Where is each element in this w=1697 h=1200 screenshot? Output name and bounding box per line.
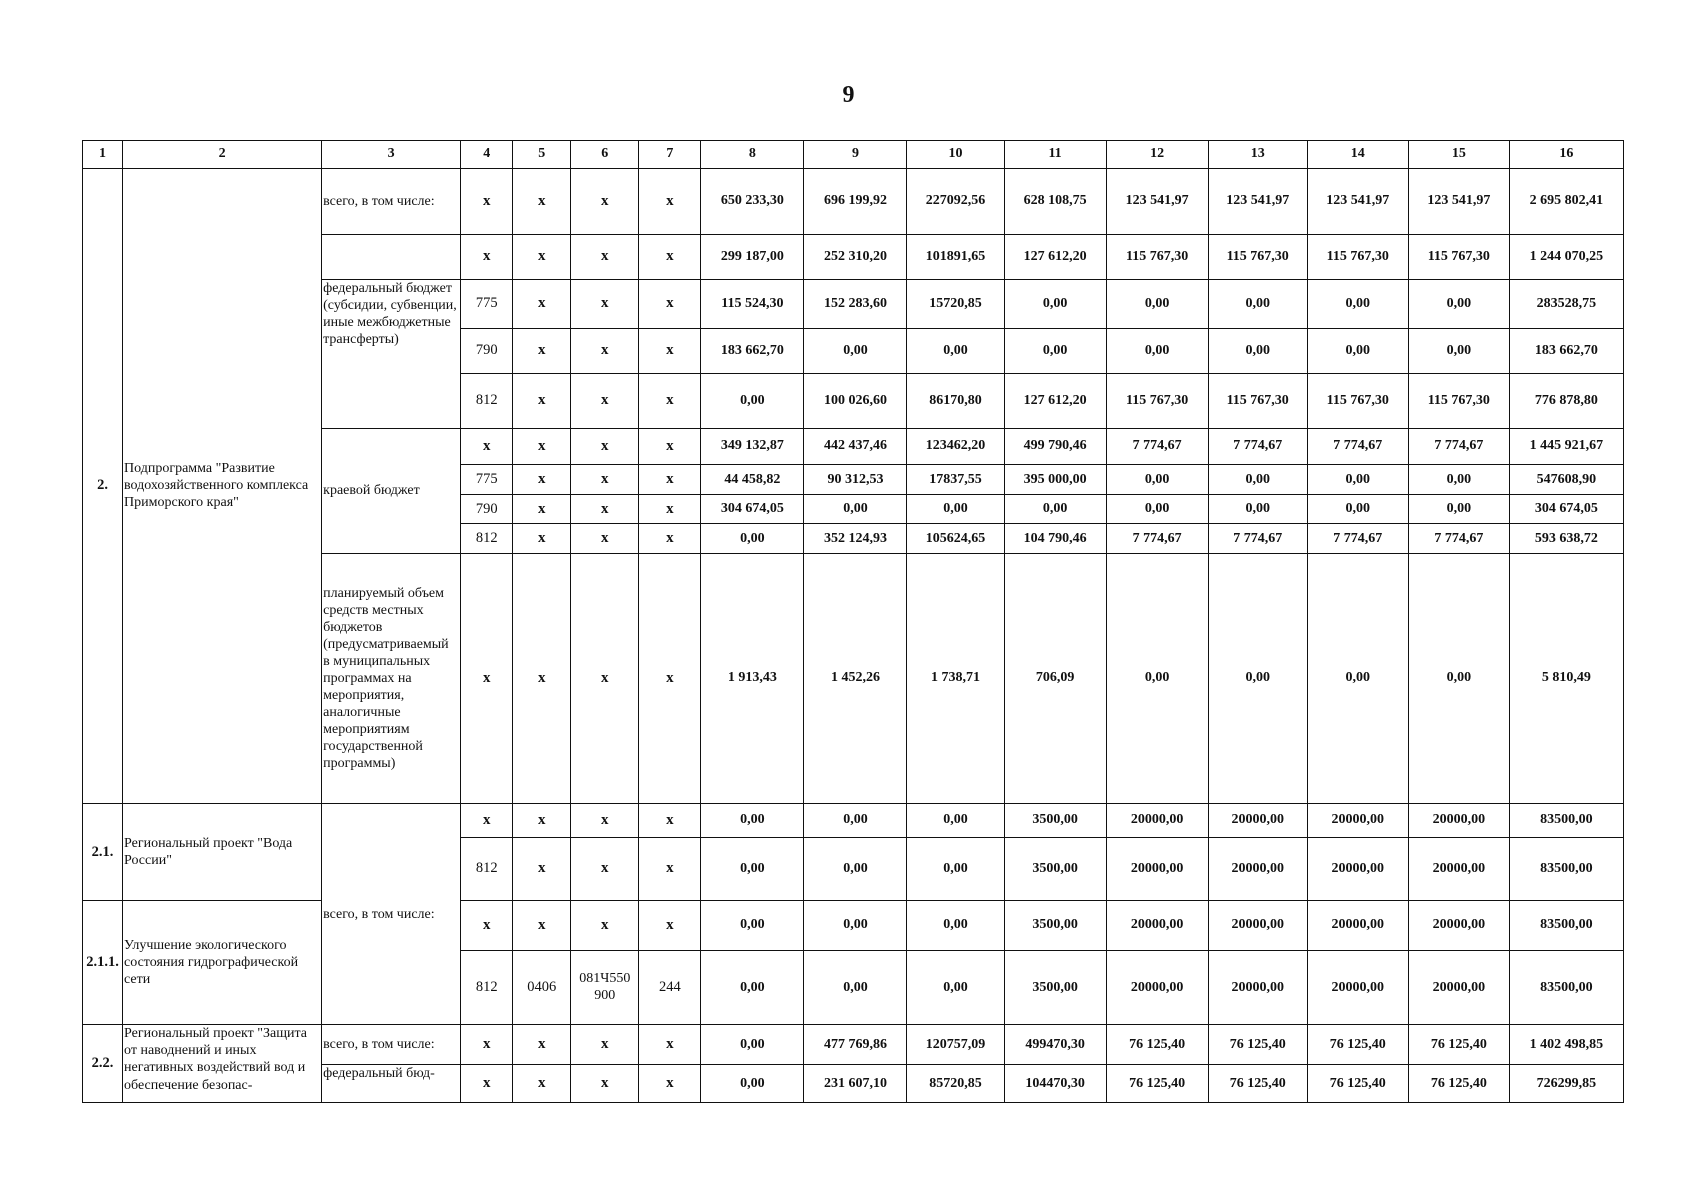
value-cell-13: 76 125,40 xyxy=(1208,1065,1307,1103)
header-cell: 4 xyxy=(461,141,513,169)
value-cell-15: 0,00 xyxy=(1408,279,1509,328)
code-cell-6: x xyxy=(571,837,639,900)
value-cell-9: 252 310,20 xyxy=(804,234,907,279)
code-cell-4: x xyxy=(461,900,513,950)
code-cell-5: x xyxy=(513,465,571,495)
value-cell-8: 304 674,05 xyxy=(701,494,804,524)
value-cell-13: 7 774,67 xyxy=(1208,428,1307,465)
value-cell-8: 0,00 xyxy=(701,837,804,900)
value-cell-13: 20000,00 xyxy=(1208,803,1307,837)
value-cell-16: 83500,00 xyxy=(1509,837,1623,900)
value-cell-13: 20000,00 xyxy=(1208,950,1307,1024)
value-cell-12: 0,00 xyxy=(1106,465,1208,495)
value-cell-16: 304 674,05 xyxy=(1509,494,1623,524)
value-cell-9: 90 312,53 xyxy=(804,465,907,495)
code-cell-6: x xyxy=(571,803,639,837)
value-cell-8: 0,00 xyxy=(701,1025,804,1065)
value-cell-16: 593 638,72 xyxy=(1509,524,1623,554)
value-cell-14: 0,00 xyxy=(1307,465,1408,495)
code-cell-7: 244 xyxy=(639,950,701,1024)
value-cell-16: 1 244 070,25 xyxy=(1509,234,1623,279)
value-cell-10: 1 738,71 xyxy=(907,554,1004,804)
code-cell-5: x xyxy=(513,803,571,837)
value-cell-12: 0,00 xyxy=(1106,279,1208,328)
header-cell: 14 xyxy=(1307,141,1408,169)
section-name: Улучшение экологического состояния гидрографической сети xyxy=(123,900,322,1024)
value-cell-9: 0,00 xyxy=(804,328,907,373)
section-index: 2. xyxy=(83,168,123,803)
code-cell-6: x xyxy=(571,428,639,465)
value-cell-8: 115 524,30 xyxy=(701,279,804,328)
value-cell-11: 3500,00 xyxy=(1004,900,1106,950)
code-cell-5: x xyxy=(513,168,571,234)
value-cell-14: 20000,00 xyxy=(1307,950,1408,1024)
code-cell-5: x xyxy=(513,900,571,950)
table-row xyxy=(83,803,1624,837)
table-row xyxy=(83,168,1624,234)
value-cell-16: 726299,85 xyxy=(1509,1065,1623,1103)
value-cell-9: 0,00 xyxy=(804,900,907,950)
value-cell-14: 20000,00 xyxy=(1307,837,1408,900)
value-cell-12: 7 774,67 xyxy=(1106,428,1208,465)
code-cell-5: x xyxy=(513,1025,571,1065)
value-cell-9: 100 026,60 xyxy=(804,373,907,428)
header-cell: 9 xyxy=(804,141,907,169)
value-cell-10: 120757,09 xyxy=(907,1025,1004,1065)
source-total: всего, в том числе: xyxy=(322,168,461,234)
code-cell-5: x xyxy=(513,524,571,554)
value-cell-16: 5 810,49 xyxy=(1509,554,1623,804)
value-cell-9: 152 283,60 xyxy=(804,279,907,328)
source-local: планируемый объем средств местных бюджетов (предусматриваемый в муниципальных программах на мероприятия, аналогичные мероприятиям государственной программы) xyxy=(322,554,461,804)
value-cell-13: 0,00 xyxy=(1208,328,1307,373)
value-cell-14: 115 767,30 xyxy=(1307,234,1408,279)
section-index: 2.2. xyxy=(83,1025,123,1103)
code-cell-7: x xyxy=(639,373,701,428)
code-cell-7: x xyxy=(639,1065,701,1103)
value-cell-11: 0,00 xyxy=(1004,328,1106,373)
code-cell-4: x xyxy=(461,1065,513,1103)
value-cell-15: 20000,00 xyxy=(1408,803,1509,837)
section-index: 2.1.1. xyxy=(83,900,123,1024)
value-cell-10: 123462,20 xyxy=(907,428,1004,465)
code-cell-5: x xyxy=(513,428,571,465)
value-cell-12: 7 774,67 xyxy=(1106,524,1208,554)
header-cell: 15 xyxy=(1408,141,1509,169)
section-name: Региональный проект "Вода России" xyxy=(123,803,322,900)
header-row xyxy=(83,141,1624,169)
header-cell: 2 xyxy=(123,141,322,169)
code-cell-6: 081Ч550 900 xyxy=(571,950,639,1024)
code-cell-6: x xyxy=(571,465,639,495)
value-cell-12: 76 125,40 xyxy=(1106,1065,1208,1103)
code-cell-5: 0406 xyxy=(513,950,571,1024)
code-cell-4: 812 xyxy=(461,950,513,1024)
code-cell-5: x xyxy=(513,494,571,524)
value-cell-10: 227092,56 xyxy=(907,168,1004,234)
value-cell-15: 0,00 xyxy=(1408,494,1509,524)
header-cell: 11 xyxy=(1004,141,1106,169)
value-cell-16: 1 402 498,85 xyxy=(1509,1025,1623,1065)
value-cell-14: 115 767,30 xyxy=(1307,373,1408,428)
value-cell-13: 123 541,97 xyxy=(1208,168,1307,234)
value-cell-8: 183 662,70 xyxy=(701,328,804,373)
value-cell-11: 104470,30 xyxy=(1004,1065,1106,1103)
value-cell-15: 0,00 xyxy=(1408,328,1509,373)
code-cell-5: x xyxy=(513,234,571,279)
header-cell: 3 xyxy=(322,141,461,169)
value-cell-16: 776 878,80 xyxy=(1509,373,1623,428)
code-cell-5: x xyxy=(513,554,571,804)
code-cell-4: x xyxy=(461,234,513,279)
value-cell-11: 706,09 xyxy=(1004,554,1106,804)
code-cell-7: x xyxy=(639,279,701,328)
value-cell-15: 7 774,67 xyxy=(1408,428,1509,465)
value-cell-11: 3500,00 xyxy=(1004,950,1106,1024)
value-cell-14: 7 774,67 xyxy=(1307,428,1408,465)
value-cell-8: 0,00 xyxy=(701,524,804,554)
code-cell-4: 812 xyxy=(461,373,513,428)
value-cell-14: 76 125,40 xyxy=(1307,1065,1408,1103)
table-row xyxy=(83,1025,1624,1065)
header-cell: 5 xyxy=(513,141,571,169)
value-cell-15: 20000,00 xyxy=(1408,900,1509,950)
value-cell-16: 183 662,70 xyxy=(1509,328,1623,373)
code-cell-4: 775 xyxy=(461,279,513,328)
value-cell-11: 3500,00 xyxy=(1004,803,1106,837)
code-cell-4: x xyxy=(461,168,513,234)
value-cell-15: 115 767,30 xyxy=(1408,234,1509,279)
value-cell-10: 0,00 xyxy=(907,803,1004,837)
value-cell-11: 499 790,46 xyxy=(1004,428,1106,465)
value-cell-12: 20000,00 xyxy=(1106,803,1208,837)
header-cell: 10 xyxy=(907,141,1004,169)
value-cell-12: 0,00 xyxy=(1106,494,1208,524)
code-cell-6: x xyxy=(571,168,639,234)
page-number: 9 xyxy=(842,82,855,108)
value-cell-11: 127 612,20 xyxy=(1004,234,1106,279)
value-cell-16: 283528,75 xyxy=(1509,279,1623,328)
value-cell-13: 20000,00 xyxy=(1208,837,1307,900)
header-cell: 6 xyxy=(571,141,639,169)
code-cell-4: 812 xyxy=(461,837,513,900)
code-cell-7: x xyxy=(639,554,701,804)
value-cell-13: 115 767,30 xyxy=(1208,234,1307,279)
value-cell-9: 0,00 xyxy=(804,837,907,900)
value-cell-11: 499470,30 xyxy=(1004,1025,1106,1065)
value-cell-8: 0,00 xyxy=(701,1065,804,1103)
value-cell-10: 0,00 xyxy=(907,900,1004,950)
code-cell-4: x xyxy=(461,1025,513,1065)
value-cell-9: 352 124,93 xyxy=(804,524,907,554)
section-name: Подпрограмма "Развитие водохозяйственного комплекса Приморского края" xyxy=(123,168,322,803)
code-cell-7: x xyxy=(639,234,701,279)
value-cell-10: 0,00 xyxy=(907,837,1004,900)
value-cell-9: 442 437,46 xyxy=(804,428,907,465)
value-cell-13: 0,00 xyxy=(1208,465,1307,495)
code-cell-4: 790 xyxy=(461,494,513,524)
value-cell-13: 20000,00 xyxy=(1208,900,1307,950)
value-cell-8: 0,00 xyxy=(701,900,804,950)
value-cell-16: 547608,90 xyxy=(1509,465,1623,495)
value-cell-9: 696 199,92 xyxy=(804,168,907,234)
value-cell-10: 105624,65 xyxy=(907,524,1004,554)
source-total: всего, в том числе: xyxy=(322,803,461,1024)
code-cell-4: 812 xyxy=(461,524,513,554)
value-cell-12: 20000,00 xyxy=(1106,900,1208,950)
value-cell-10: 15720,85 xyxy=(907,279,1004,328)
value-cell-13: 0,00 xyxy=(1208,494,1307,524)
code-cell-6: x xyxy=(571,328,639,373)
value-cell-11: 628 108,75 xyxy=(1004,168,1106,234)
value-cell-16: 2 695 802,41 xyxy=(1509,168,1623,234)
value-cell-12: 115 767,30 xyxy=(1106,373,1208,428)
code-cell-4: x xyxy=(461,428,513,465)
code-cell-7: x xyxy=(639,837,701,900)
value-cell-11: 0,00 xyxy=(1004,279,1106,328)
code-cell-7: x xyxy=(639,1025,701,1065)
code-cell-4: 790 xyxy=(461,328,513,373)
code-cell-5: x xyxy=(513,279,571,328)
value-cell-11: 3500,00 xyxy=(1004,837,1106,900)
code-cell-6: x xyxy=(571,524,639,554)
value-cell-8: 44 458,82 xyxy=(701,465,804,495)
code-cell-7: x xyxy=(639,803,701,837)
value-cell-10: 85720,85 xyxy=(907,1065,1004,1103)
value-cell-10: 17837,55 xyxy=(907,465,1004,495)
value-cell-15: 20000,00 xyxy=(1408,950,1509,1024)
header-cell: 13 xyxy=(1208,141,1307,169)
code-cell-4: x xyxy=(461,554,513,804)
code-cell-7: x xyxy=(639,900,701,950)
value-cell-11: 0,00 xyxy=(1004,494,1106,524)
value-cell-9: 0,00 xyxy=(804,494,907,524)
value-cell-14: 76 125,40 xyxy=(1307,1025,1408,1065)
value-cell-12: 123 541,97 xyxy=(1106,168,1208,234)
value-cell-14: 7 774,67 xyxy=(1307,524,1408,554)
value-cell-8: 1 913,43 xyxy=(701,554,804,804)
value-cell-9: 477 769,86 xyxy=(804,1025,907,1065)
code-cell-6: x xyxy=(571,373,639,428)
value-cell-14: 123 541,97 xyxy=(1307,168,1408,234)
header-cell: 16 xyxy=(1509,141,1623,169)
value-cell-14: 20000,00 xyxy=(1307,803,1408,837)
source-total: всего, в том числе: xyxy=(322,1025,461,1065)
value-cell-8: 650 233,30 xyxy=(701,168,804,234)
value-cell-15: 76 125,40 xyxy=(1408,1025,1509,1065)
value-cell-15: 76 125,40 xyxy=(1408,1065,1509,1103)
code-cell-6: x xyxy=(571,900,639,950)
code-cell-5: x xyxy=(513,1065,571,1103)
code-cell-5: x xyxy=(513,837,571,900)
value-cell-14: 20000,00 xyxy=(1307,900,1408,950)
value-cell-14: 0,00 xyxy=(1307,494,1408,524)
value-cell-15: 0,00 xyxy=(1408,465,1509,495)
value-cell-16: 1 445 921,67 xyxy=(1509,428,1623,465)
code-cell-6: x xyxy=(571,279,639,328)
value-cell-13: 0,00 xyxy=(1208,554,1307,804)
code-cell-6: x xyxy=(571,1065,639,1103)
code-cell-4: x xyxy=(461,803,513,837)
code-cell-7: x xyxy=(639,524,701,554)
code-cell-7: x xyxy=(639,328,701,373)
value-cell-14: 0,00 xyxy=(1307,328,1408,373)
value-cell-8: 349 132,87 xyxy=(701,428,804,465)
value-cell-12: 0,00 xyxy=(1106,554,1208,804)
code-cell-7: x xyxy=(639,494,701,524)
header-cell: 7 xyxy=(639,141,701,169)
value-cell-13: 76 125,40 xyxy=(1208,1025,1307,1065)
value-cell-11: 104 790,46 xyxy=(1004,524,1106,554)
value-cell-15: 20000,00 xyxy=(1408,837,1509,900)
source-federal: федеральный бюд- xyxy=(322,1065,461,1103)
section-index: 2.1. xyxy=(83,803,123,900)
value-cell-12: 20000,00 xyxy=(1106,837,1208,900)
value-cell-14: 0,00 xyxy=(1307,279,1408,328)
value-cell-10: 0,00 xyxy=(907,950,1004,1024)
value-cell-9: 231 607,10 xyxy=(804,1065,907,1103)
value-cell-8: 0,00 xyxy=(701,950,804,1024)
code-cell-5: x xyxy=(513,373,571,428)
value-cell-15: 7 774,67 xyxy=(1408,524,1509,554)
value-cell-8: 299 187,00 xyxy=(701,234,804,279)
value-cell-8: 0,00 xyxy=(701,373,804,428)
value-cell-14: 0,00 xyxy=(1307,554,1408,804)
value-cell-15: 115 767,30 xyxy=(1408,373,1509,428)
code-cell-7: x xyxy=(639,428,701,465)
value-cell-10: 86170,80 xyxy=(907,373,1004,428)
source-empty xyxy=(322,234,461,279)
value-cell-13: 0,00 xyxy=(1208,279,1307,328)
value-cell-16: 83500,00 xyxy=(1509,900,1623,950)
code-cell-6: x xyxy=(571,1025,639,1065)
value-cell-9: 1 452,26 xyxy=(804,554,907,804)
value-cell-15: 123 541,97 xyxy=(1408,168,1509,234)
value-cell-11: 395 000,00 xyxy=(1004,465,1106,495)
value-cell-10: 101891,65 xyxy=(907,234,1004,279)
value-cell-9: 0,00 xyxy=(804,950,907,1024)
value-cell-16: 83500,00 xyxy=(1509,803,1623,837)
value-cell-12: 0,00 xyxy=(1106,328,1208,373)
table-row xyxy=(83,900,1624,950)
value-cell-15: 0,00 xyxy=(1408,554,1509,804)
code-cell-7: x xyxy=(639,465,701,495)
header-cell: 1 xyxy=(83,141,123,169)
code-cell-6: x xyxy=(571,554,639,804)
code-cell-6: x xyxy=(571,494,639,524)
value-cell-10: 0,00 xyxy=(907,328,1004,373)
source-federal: федеральный бюджет (субсидии, субвенции, иные межбюджетные трансферты) xyxy=(322,279,461,428)
code-cell-6: x xyxy=(571,234,639,279)
value-cell-11: 127 612,20 xyxy=(1004,373,1106,428)
value-cell-9: 0,00 xyxy=(804,803,907,837)
header-cell: 12 xyxy=(1106,141,1208,169)
value-cell-8: 0,00 xyxy=(701,803,804,837)
value-cell-16: 83500,00 xyxy=(1509,950,1623,1024)
value-cell-13: 7 774,67 xyxy=(1208,524,1307,554)
value-cell-13: 115 767,30 xyxy=(1208,373,1307,428)
value-cell-12: 76 125,40 xyxy=(1106,1025,1208,1065)
code-cell-7: x xyxy=(639,168,701,234)
code-cell-4: 775 xyxy=(461,465,513,495)
value-cell-12: 20000,00 xyxy=(1106,950,1208,1024)
section-name: Региональный проект "Защита от наводнений и иных негативных воздействий вод и обеспечение безопас- xyxy=(123,1025,322,1103)
value-cell-12: 115 767,30 xyxy=(1106,234,1208,279)
header-cell: 8 xyxy=(701,141,804,169)
value-cell-10: 0,00 xyxy=(907,494,1004,524)
budget-table xyxy=(82,140,1624,1103)
source-regional: краевой бюджет xyxy=(322,428,461,553)
code-cell-5: x xyxy=(513,328,571,373)
